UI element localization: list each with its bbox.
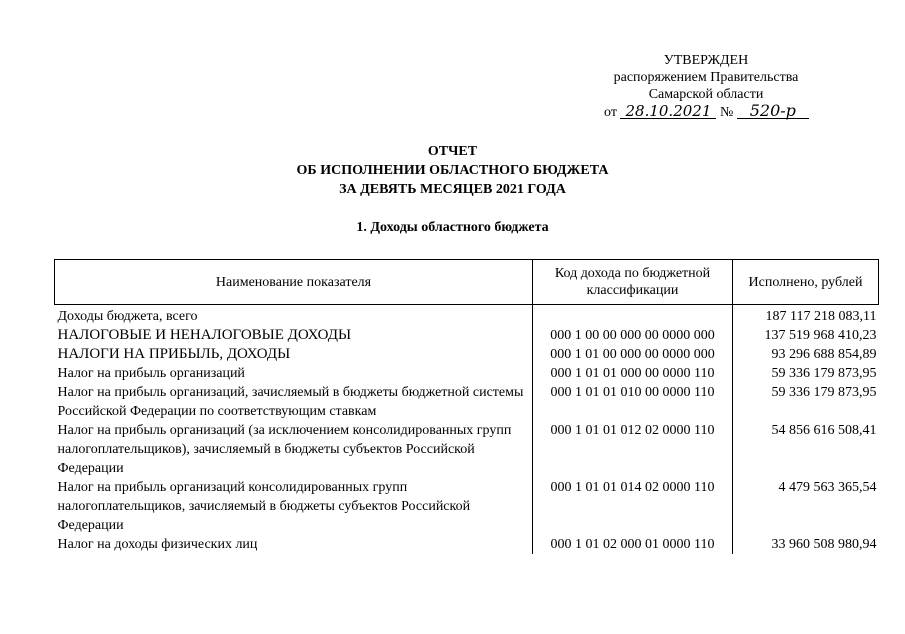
row-name: Доходы бюджета, всего [55, 305, 533, 327]
table-row [55, 535, 879, 554]
row-name: Налог на прибыль организаций, зачисляемый в бюджеты бюджетной системы Российской Федерации по соответствующим ставкам [55, 383, 533, 421]
report-title [0, 142, 905, 199]
table-row [55, 326, 879, 345]
row-code: 000 1 01 01 014 02 0000 110 [533, 478, 733, 535]
row-code: 000 1 01 01 000 00 0000 110 [533, 364, 733, 383]
approval-from-label: от [604, 105, 617, 120]
row-amount: 54 856 616 508,41 [733, 421, 879, 478]
row-amount: 93 296 688 854,89 [733, 345, 879, 364]
row-code: 000 1 00 00 000 00 0000 000 [533, 326, 733, 345]
column-header-name: Наименование показателя [55, 260, 533, 305]
row-amount: 4 479 563 365,54 [733, 478, 879, 535]
row-code [533, 305, 733, 327]
section-title: 1. Доходы областного бюджета [356, 220, 549, 235]
row-name: Налог на доходы физических лиц [55, 535, 533, 554]
approval-number: 520-р [737, 104, 809, 119]
report-title-line-1: ОТЧЕТ [427, 144, 478, 159]
row-name: Налог на прибыль организаций (за исключением консолидированных групп налогоплательщиков), зачисляемый в бюджеты субъектов Российской Федерации [55, 421, 533, 478]
row-name: Налог на прибыль организаций [55, 364, 533, 383]
column-header-code: Код дохода по бюджетной классификации [533, 260, 733, 305]
table-row [55, 345, 879, 364]
column-header-amount: Исполнено, рублей [733, 260, 879, 305]
row-name: Налог на прибыль организаций консолидированных групп налогоплательщиков, зачисляемый в бюджеты субъектов Российской Федерации [55, 478, 533, 535]
row-code: 000 1 01 02 000 01 0000 110 [533, 535, 733, 554]
approval-number-label: № [719, 105, 734, 120]
row-amount: 187 117 218 083,11 [733, 305, 879, 327]
approval-status: УТВЕРЖДЕН [663, 53, 749, 68]
approval-line-2: Самарской области [648, 87, 764, 102]
report-title-line-2: ОБ ИСПОЛНЕНИИ ОБЛАСТНОГО БЮДЖЕТА [296, 163, 609, 178]
table-row [55, 383, 879, 421]
approval-date-number-line [596, 101, 816, 121]
report-title-line-3: ЗА ДЕВЯТЬ МЕСЯЦЕВ 2021 ГОДА [339, 182, 566, 197]
row-amount: 59 336 179 873,95 [733, 364, 879, 383]
table-row [55, 478, 879, 535]
row-code: 000 1 01 00 000 00 0000 000 [533, 345, 733, 364]
row-amount: 137 519 968 410,23 [733, 326, 879, 345]
table-row [55, 364, 879, 383]
table-header-row [55, 260, 879, 305]
table-row [55, 421, 879, 478]
row-name: НАЛОГОВЫЕ И НЕНАЛОГОВЫЕ ДОХОДЫ [55, 326, 533, 345]
row-name: НАЛОГИ НА ПРИБЫЛЬ, ДОХОДЫ [55, 345, 533, 364]
approval-date: 28.10.2021 [620, 104, 716, 119]
row-amount: 33 960 508 980,94 [733, 535, 879, 554]
table-row [55, 305, 879, 327]
approval-block [596, 52, 816, 121]
revenue-table [54, 259, 879, 554]
row-code: 000 1 01 01 010 00 0000 110 [533, 383, 733, 421]
row-code: 000 1 01 01 012 02 0000 110 [533, 421, 733, 478]
approval-line-1: распоряжением Правительства [613, 70, 799, 85]
row-amount: 59 336 179 873,95 [733, 383, 879, 421]
